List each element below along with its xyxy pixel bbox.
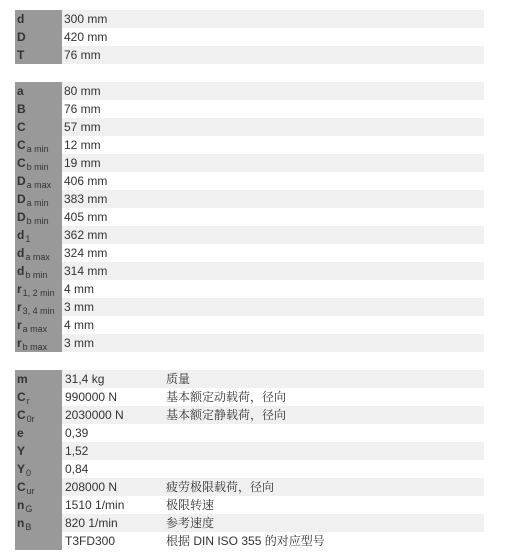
parameter-symbol bbox=[15, 136, 62, 154]
table-row bbox=[15, 208, 484, 226]
symbol-letter: C bbox=[17, 408, 26, 422]
parameter-description: 基本额定静载荷，径向 bbox=[166, 408, 287, 422]
parameter-symbol bbox=[15, 262, 62, 280]
table-row bbox=[15, 496, 484, 514]
parameter-symbol bbox=[15, 46, 62, 64]
parameter-symbol bbox=[15, 244, 62, 262]
parameter-symbol bbox=[15, 370, 62, 388]
parameter-symbol bbox=[15, 496, 62, 514]
parameter-symbol bbox=[15, 208, 62, 226]
dimensions-abutment-table bbox=[15, 82, 484, 352]
parameter-value: 19 mm bbox=[64, 156, 101, 170]
parameter-symbol bbox=[15, 100, 62, 118]
parameter-value: 57 mm bbox=[64, 120, 101, 134]
table-row bbox=[15, 10, 484, 28]
symbol-subscript: b min bbox=[26, 162, 49, 172]
parameter-description: 疲劳极限载荷，径向 bbox=[166, 480, 275, 494]
symbol-subscript: B bbox=[25, 522, 32, 532]
symbol-subscript: a min bbox=[26, 144, 49, 154]
symbol-letter: C bbox=[17, 156, 26, 170]
parameter-value: 4 mm bbox=[64, 318, 94, 332]
table-row bbox=[15, 262, 484, 280]
symbol-subscript: 1 bbox=[25, 234, 31, 244]
symbol-subscript: b min bbox=[26, 216, 49, 226]
parameter-symbol bbox=[15, 82, 62, 100]
table-row bbox=[15, 82, 484, 100]
symbol-letter: r bbox=[17, 300, 22, 314]
symbol-letter: C bbox=[17, 138, 26, 152]
symbol-letter: C bbox=[17, 120, 26, 134]
symbol-letter: T bbox=[17, 48, 25, 62]
table-row bbox=[15, 460, 484, 478]
symbol-letter: n bbox=[17, 498, 25, 512]
table-row bbox=[15, 388, 484, 406]
symbol-letter: a bbox=[17, 84, 24, 98]
symbol-letter: m bbox=[17, 372, 28, 386]
parameter-value: 12 mm bbox=[64, 138, 101, 152]
parameter-symbol bbox=[15, 478, 62, 496]
table-row bbox=[15, 298, 484, 316]
table-row bbox=[15, 514, 484, 532]
symbol-subscript: r bbox=[26, 396, 30, 406]
symbol-subscript: a max bbox=[22, 324, 48, 334]
symbol-letter: C bbox=[17, 390, 26, 404]
table-row bbox=[15, 154, 484, 172]
parameter-value: 820 1/min bbox=[65, 516, 118, 530]
parameter-symbol bbox=[15, 514, 62, 532]
parameter-value: 300 mm bbox=[64, 12, 108, 26]
symbol-letter: Y bbox=[17, 462, 26, 476]
symbol-letter: r bbox=[17, 318, 22, 332]
parameter-value: 406 mm bbox=[64, 174, 108, 188]
parameter-value: 324 mm bbox=[64, 246, 108, 260]
symbol-subscript: 3, 4 min bbox=[22, 306, 55, 316]
parameter-symbol bbox=[15, 442, 62, 460]
parameter-symbol bbox=[15, 280, 62, 298]
properties-table bbox=[15, 370, 484, 550]
parameter-symbol bbox=[15, 118, 62, 136]
parameter-symbol bbox=[15, 424, 62, 442]
table-row bbox=[15, 118, 484, 136]
table-row bbox=[15, 136, 484, 154]
table-row bbox=[15, 406, 484, 424]
table-row bbox=[15, 226, 484, 244]
parameter-symbol bbox=[15, 190, 62, 208]
parameter-description: 基本额定动载荷，径向 bbox=[166, 390, 287, 404]
parameter-value: 0,39 bbox=[65, 426, 89, 440]
symbol-letter: D bbox=[17, 210, 26, 224]
symbol-letter: D bbox=[17, 192, 26, 206]
table-row bbox=[15, 532, 484, 550]
parameter-value: 2030000 N bbox=[65, 408, 124, 422]
symbol-subscript: a min bbox=[26, 198, 49, 208]
table-row bbox=[15, 334, 484, 352]
symbol-subscript: 0 bbox=[26, 468, 32, 478]
parameter-description: 根据 DIN ISO 355 的对应型号 bbox=[166, 534, 325, 548]
table-row bbox=[15, 28, 484, 46]
table-row bbox=[15, 100, 484, 118]
symbol-letter: B bbox=[17, 102, 26, 116]
parameter-symbol bbox=[15, 28, 62, 46]
symbol-letter: d bbox=[17, 246, 25, 260]
parameter-symbol bbox=[15, 316, 62, 334]
symbol-subscript: G bbox=[25, 504, 33, 514]
symbol-subscript: ur bbox=[26, 486, 35, 496]
symbol-letter: d bbox=[17, 228, 25, 242]
symbol-subscript: a max bbox=[25, 252, 50, 262]
parameter-value: 1,52 bbox=[65, 444, 89, 458]
parameter-description: 极限转速 bbox=[166, 498, 215, 512]
table-row bbox=[15, 370, 484, 388]
table-row bbox=[15, 46, 484, 64]
symbol-subscript: b max bbox=[22, 342, 48, 352]
dimensions-main-table bbox=[15, 10, 484, 64]
parameter-value: 362 mm bbox=[64, 228, 108, 242]
parameter-symbol bbox=[15, 388, 62, 406]
parameter-symbol bbox=[15, 10, 62, 28]
parameter-value: 405 mm bbox=[64, 210, 108, 224]
parameter-value: 4 mm bbox=[64, 282, 94, 296]
parameter-value: T3FD300 bbox=[65, 534, 116, 548]
symbol-letter: r bbox=[17, 282, 22, 296]
parameter-value: 314 mm bbox=[64, 264, 108, 278]
symbol-letter: e bbox=[17, 426, 24, 440]
table-row bbox=[15, 316, 484, 334]
parameter-value: 383 mm bbox=[64, 192, 108, 206]
symbol-letter: D bbox=[17, 30, 26, 44]
parameter-value: 3 mm bbox=[64, 336, 94, 350]
parameter-value: 208000 N bbox=[65, 480, 118, 494]
table-row bbox=[15, 478, 484, 496]
symbol-subscript: b min bbox=[25, 270, 48, 280]
table-row bbox=[15, 280, 484, 298]
parameter-value: 0,84 bbox=[65, 462, 89, 476]
symbol-letter: d bbox=[17, 264, 25, 278]
table-row bbox=[15, 190, 484, 208]
parameter-symbol bbox=[15, 460, 62, 478]
parameter-value: 3 mm bbox=[64, 300, 94, 314]
symbol-letter: n bbox=[17, 516, 25, 530]
symbol-letter: d bbox=[17, 12, 25, 26]
table-row bbox=[15, 424, 484, 442]
parameter-symbol bbox=[15, 298, 62, 316]
parameter-value: 31,4 kg bbox=[65, 372, 105, 386]
symbol-letter: C bbox=[17, 480, 26, 494]
symbol-subscript: 1, 2 min bbox=[22, 288, 55, 298]
parameter-description: 参考速度 bbox=[166, 516, 215, 530]
table-row bbox=[15, 244, 484, 262]
symbol-subscript: 0r bbox=[26, 414, 35, 424]
parameter-value: 76 mm bbox=[64, 102, 101, 116]
parameter-value: 990000 N bbox=[65, 390, 118, 404]
table-row bbox=[15, 442, 484, 460]
parameter-symbol bbox=[15, 532, 62, 550]
symbol-letter: r bbox=[17, 336, 22, 350]
parameter-symbol bbox=[15, 334, 62, 352]
parameter-description: 质量 bbox=[166, 372, 191, 386]
symbol-subscript: a max bbox=[26, 180, 52, 190]
parameter-value: 1510 1/min bbox=[65, 498, 125, 512]
parameter-value: 80 mm bbox=[64, 84, 101, 98]
parameter-symbol bbox=[15, 406, 62, 424]
symbol-letter: Y bbox=[17, 444, 26, 458]
parameter-symbol bbox=[15, 154, 62, 172]
table-row bbox=[15, 172, 484, 190]
parameter-symbol bbox=[15, 172, 62, 190]
parameter-value: 420 mm bbox=[64, 30, 108, 44]
symbol-letter: D bbox=[17, 174, 26, 188]
parameter-value: 76 mm bbox=[64, 48, 101, 62]
parameter-symbol bbox=[15, 226, 62, 244]
